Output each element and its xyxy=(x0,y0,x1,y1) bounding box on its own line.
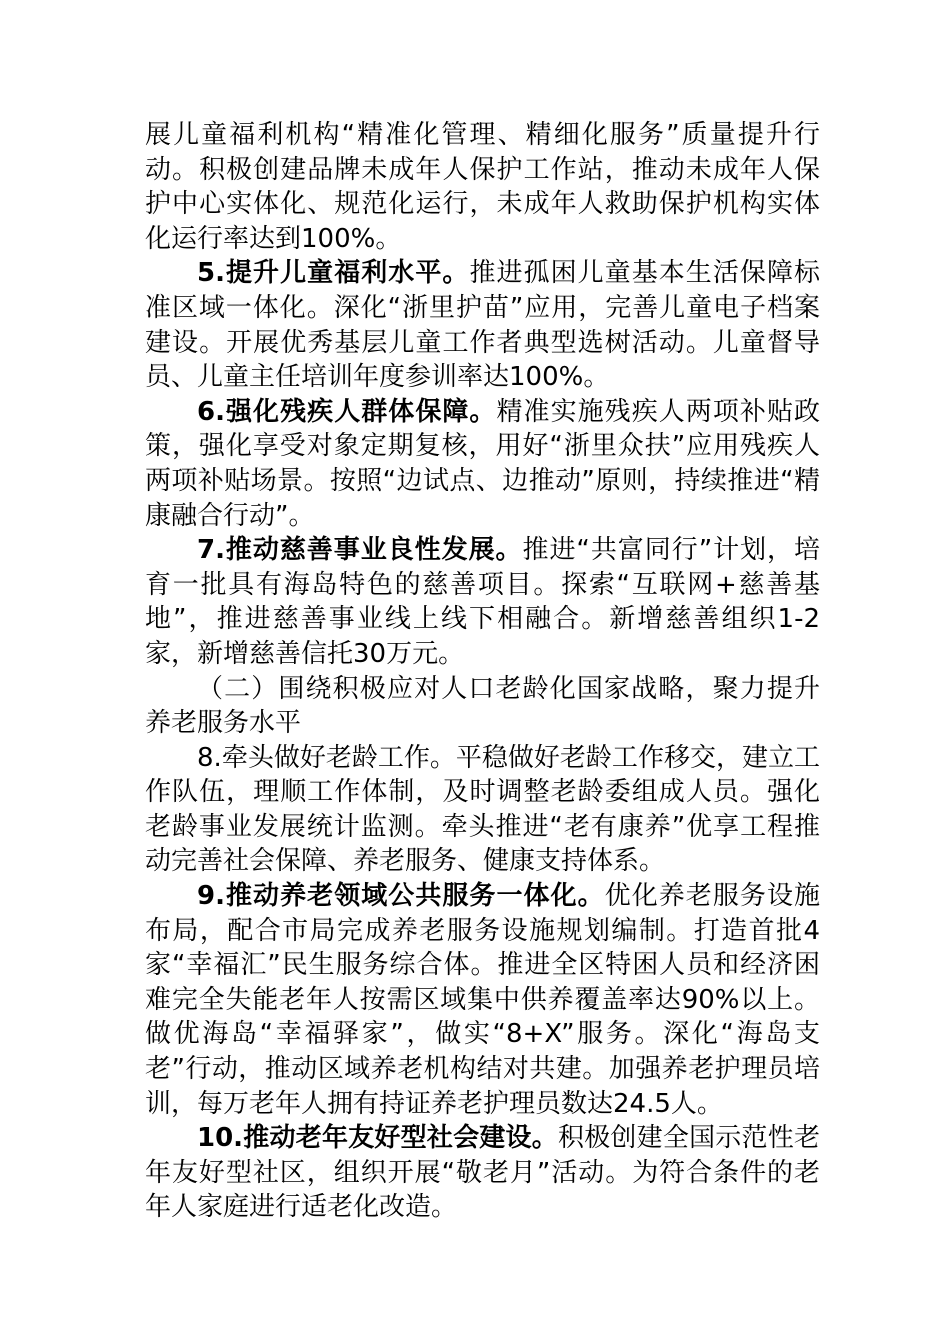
paragraph-text: 优化养老服务设施布局，配合市局完成养老服务设施规划编制。打造首批4家“幸福汇”民生服务综合体。推进全区特困人员和经济困难完全失能老年人按需区域集中供养覆盖率达90%以上。做优海岛“幸福驿家”，做实“8+X”服务。深化“海岛支老”行动，推动区域养老机构结对共建。加强养老护理员培训，每万老年人拥有持证养老护理员数达24.5人。 xyxy=(145,881,820,1119)
section-heading-2 xyxy=(145,672,820,741)
item-heading: 7.推动慈善事业良性发展。 xyxy=(197,535,523,566)
document-body xyxy=(145,118,820,1225)
paragraph-item-8 xyxy=(145,741,820,879)
paragraph-item-7 xyxy=(145,533,820,671)
paragraph-item-9 xyxy=(145,879,820,1121)
paragraph-text: 积极创建全国示范性老年友好型社区，组织开展“敬老月”活动。为符合条件的老年人家庭进行适老化改造。 xyxy=(145,1123,820,1223)
item-heading: 5.提升儿童福利水平。 xyxy=(197,258,470,289)
item-heading: 10.推动老年友好型社会建设。 xyxy=(197,1123,558,1154)
paragraph-text: 8.牵头做好老龄工作。平稳做好老龄工作移交，建立工作队伍，理顺工作体制，及时调整老龄委组成人员。强化老龄事业发展统计监测。牵头推进“老有康养”优享工程推动完善社会保障、养老服务、健康支持体系。 xyxy=(145,742,820,877)
section-heading-text: （二）围绕积极应对人口老龄化国家战略，聚力提升养老服务水平 xyxy=(145,673,820,739)
paragraph-text: 推进孤困儿童基本生活保障标准区域一体化。深化“浙里护苗”应用，完善儿童电子档案建设。开展优秀基层儿童工作者典型选树活动。儿童督导员、儿童主任培训年度参训率达100%。 xyxy=(145,258,820,393)
paragraph-text: 推进“共富同行”计划，培育一批具有海岛特色的慈善项目。探索“互联网+慈善基地”，推进慈善事业线上线下相融合。新增慈善组织1-2家，新增慈善信托30万元。 xyxy=(145,535,820,669)
item-heading: 9.推动养老领域公共服务一体化。 xyxy=(197,881,605,912)
paragraph-text: 精准实施残疾人两项补贴政策，强化享受对象定期复核，用好“浙里众扶”应用残疾人两项补贴场景。按照“边试点、边推动”原则，持续推进“精康融合行动”。 xyxy=(145,396,820,531)
paragraph-item-5 xyxy=(145,256,820,394)
paragraph-item-10 xyxy=(145,1121,820,1225)
paragraph-item-6 xyxy=(145,395,820,533)
paragraph-text: 展儿童福利机构“精准化管理、精细化服务”质量提升行动。积极创建品牌未成年人保护工作站，推动未成年人保护中心实体化、规范化运行，未成年人救助保护机构实体化运行率达到100%。 xyxy=(145,120,820,254)
paragraph-continuation xyxy=(145,118,820,256)
item-heading: 6.强化残疾人群体保障。 xyxy=(197,396,497,427)
